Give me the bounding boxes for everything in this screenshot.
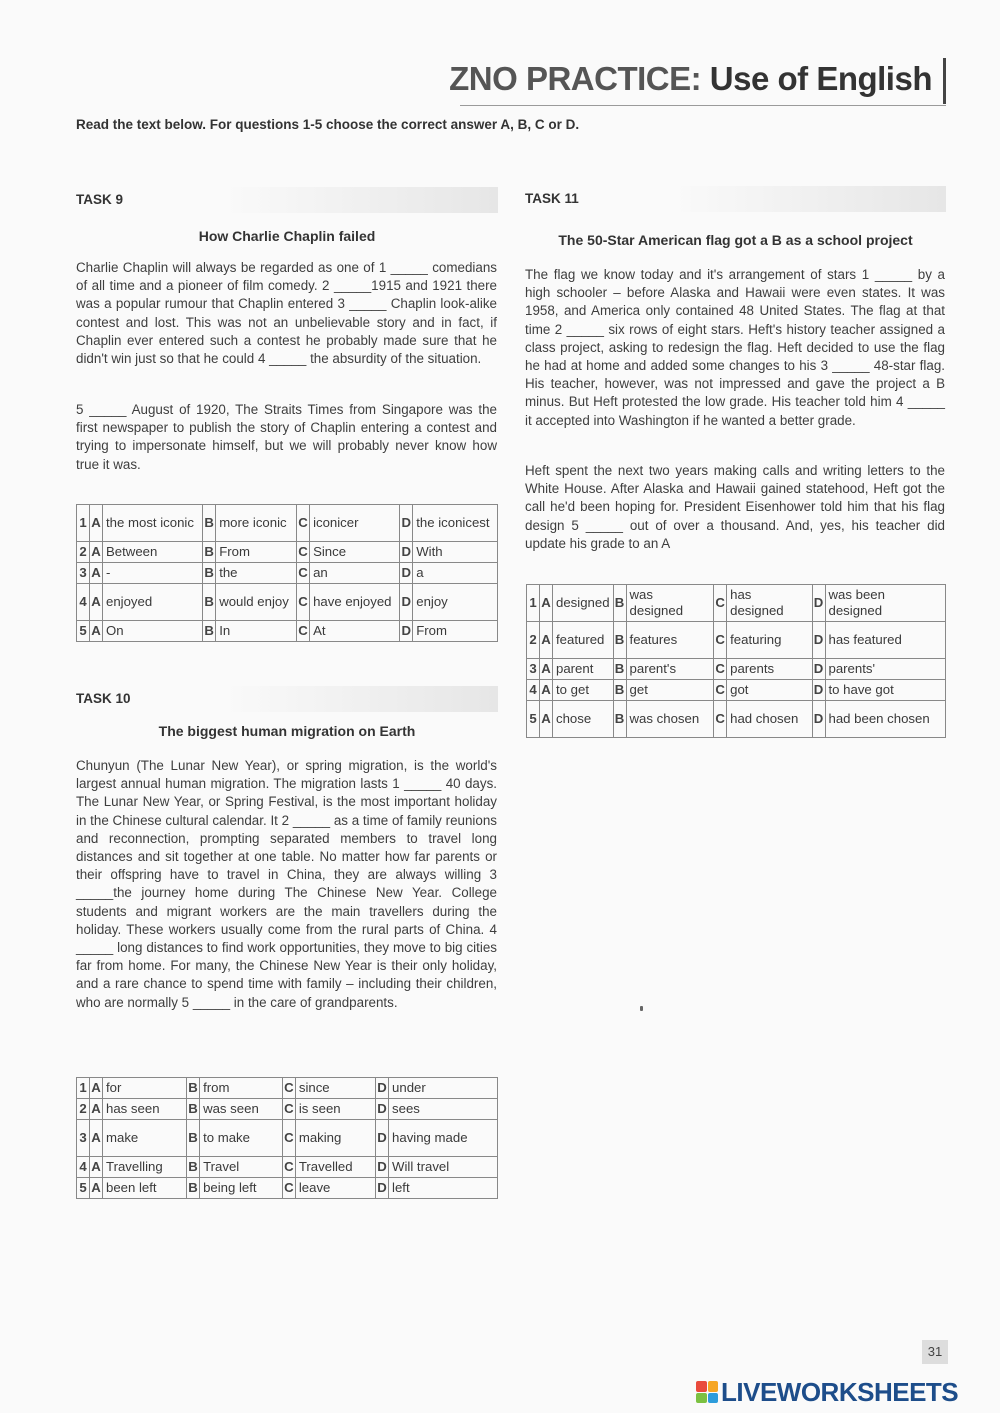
option-d[interactable]: under — [389, 1078, 498, 1099]
option-b[interactable]: to make — [200, 1120, 283, 1157]
option-letter: B — [187, 1099, 200, 1120]
option-b[interactable]: parent's — [626, 659, 714, 680]
options-row — [527, 622, 946, 659]
option-a[interactable]: has seen — [103, 1099, 187, 1120]
option-b[interactable]: more iconic — [216, 505, 297, 542]
option-letter: D — [812, 622, 825, 659]
option-letter: B — [203, 542, 216, 563]
task10-label: TASK 10 — [76, 691, 131, 706]
option-letter: C — [297, 505, 310, 542]
option-letter: A — [90, 584, 103, 621]
option-d[interactable]: enjoy — [413, 584, 498, 621]
option-c[interactable]: has designed — [727, 585, 812, 622]
option-c[interactable]: featuring — [727, 622, 812, 659]
options-row — [77, 1178, 498, 1199]
header-rule — [943, 58, 946, 104]
option-d[interactable]: having made — [389, 1120, 498, 1157]
question-number: 2 — [77, 542, 90, 563]
task10-paragraph: Chunyun (The Lunar New Year), or spring migration, is the world's largest annual human migration. The migration lasts 1 _____ 40 days. The Lunar New Year, or Spring Festival, is the most important holiday in the Chinese cultural calendar. It 2 _____ as a time of family reunions and reconnection, prompting separated members to travel long distances and sit together at one table. No matter how far parents or their offspring have to travel in China, they are always willing 3 _____the journey home during The Chinese New Year. College students and migrant workers are the main travellers during the holiday. These workers usually come from the rural parts of China. 4 _____ long distances to find work opportunities, they move to big cities far from home. For many, the Chinese New Year is their only holiday, and a rare chance to spend time with family – including their children, who are normally 5 _____ in the care of grandparents. — [76, 758, 497, 1010]
question-number: 4 — [77, 1157, 90, 1178]
option-d[interactable]: to have got — [825, 680, 946, 701]
option-b[interactable]: being left — [200, 1178, 283, 1199]
option-letter: C — [714, 701, 727, 738]
task11-options-table — [526, 584, 946, 738]
option-letter: C — [297, 542, 310, 563]
option-letter: D — [376, 1157, 389, 1178]
logo-tile — [708, 1393, 719, 1404]
option-letter: A — [540, 622, 553, 659]
option-letter: A — [90, 1120, 103, 1157]
option-letter: A — [90, 1099, 103, 1120]
option-c[interactable]: parents — [727, 659, 812, 680]
logo-tile — [708, 1381, 719, 1392]
question-number: 3 — [527, 659, 540, 680]
option-letter: A — [540, 659, 553, 680]
logo-icon — [696, 1381, 718, 1403]
option-letter: B — [187, 1120, 200, 1157]
option-letter: A — [90, 1078, 103, 1099]
option-letter: D — [376, 1120, 389, 1157]
header-underline — [460, 105, 946, 106]
option-letter: A — [540, 585, 553, 622]
task9-paragraph-2: 5 _____ August of 1920, The Straits Times from Singapore was the first newspaper to publish the story of Chaplin entering a contest and trying to impersonate himself, but we will probably never know how true it was. — [76, 402, 497, 472]
options-row — [77, 1120, 498, 1157]
title-subject: Use of English — [701, 60, 932, 97]
task9-header-bar — [76, 187, 498, 213]
option-letter: C — [282, 1157, 295, 1178]
options-row — [77, 563, 498, 584]
option-c[interactable]: Travelled — [295, 1157, 375, 1178]
option-d[interactable]: With — [413, 542, 498, 563]
task9-paragraph-1: Charlie Chaplin will always be regarded as one of 1 _____ comedians of all time and a pioneer of film comedy. 2 _____1915 and 1921 there was a popular rumour that Chaplin entered 3 _____ Chaplin look-alike contest and lost. This was not an unbelievable story and in fact, if Chaplin ever entered such a contest he probably made sure that he didn't win just so that he could 4 _____ the absurdity of the situation. — [76, 260, 497, 367]
option-a[interactable]: parent — [553, 659, 614, 680]
option-c[interactable]: iconicer — [310, 505, 400, 542]
option-letter: B — [613, 585, 626, 622]
option-letter: C — [282, 1099, 295, 1120]
question-number: 2 — [527, 622, 540, 659]
task10-title: The biggest human migration on Earth — [158, 723, 416, 739]
option-letter: D — [812, 585, 825, 622]
option-letter: A — [540, 680, 553, 701]
option-c[interactable]: leave — [295, 1178, 375, 1199]
task9-options-table — [76, 504, 498, 642]
option-letter: C — [282, 1178, 295, 1199]
option-c[interactable]: is seen — [295, 1099, 375, 1120]
title-prefix: ZNO PRACTICE: — [449, 60, 702, 97]
option-d[interactable]: sees — [389, 1099, 498, 1120]
option-d[interactable]: had been chosen — [825, 701, 946, 738]
option-b[interactable]: was chosen — [626, 701, 714, 738]
option-letter: D — [812, 680, 825, 701]
option-letter: C — [297, 584, 310, 621]
option-b[interactable]: was seen — [200, 1099, 283, 1120]
task9-label: TASK 9 — [76, 192, 124, 207]
option-c[interactable]: an — [310, 563, 400, 584]
option-b[interactable]: was designed — [626, 585, 714, 622]
question-number: 1 — [77, 1078, 90, 1099]
option-a[interactable]: to get — [553, 680, 614, 701]
option-b[interactable]: get — [626, 680, 714, 701]
options-row — [527, 680, 946, 701]
logo-text: LIVEWORKSHEETS — [721, 1376, 959, 1407]
task9-title: How Charlie Chaplin failed — [198, 228, 376, 244]
page-title — [449, 60, 932, 98]
option-letter: B — [187, 1157, 200, 1178]
option-a[interactable]: Travelling — [103, 1157, 187, 1178]
options-row — [77, 542, 498, 563]
option-a[interactable]: featured — [553, 622, 614, 659]
option-letter: D — [400, 563, 413, 584]
page-number: 31 — [922, 1340, 948, 1364]
option-c[interactable]: got — [727, 680, 812, 701]
question-number: 1 — [77, 505, 90, 542]
option-letter: D — [812, 659, 825, 680]
question-number: 3 — [77, 1120, 90, 1157]
option-letter: C — [282, 1120, 295, 1157]
question-number: 4 — [527, 680, 540, 701]
task10-header-bar — [76, 686, 498, 712]
option-letter: A — [90, 563, 103, 584]
options-row — [77, 584, 498, 621]
option-d[interactable]: the iconicest — [413, 505, 498, 542]
task11-paragraph-2: Heft spent the next two years making calls and writing letters to the White House. After Alaska and Hawaii gained statehood, Heft got the call he'd been hoping for. President Eisenhower told him that his flag design 5 _____ out of over a thousand. And, yes, his teacher did update his grade to an A — [525, 463, 945, 551]
options-row — [77, 1099, 498, 1120]
options-row — [527, 585, 946, 622]
options-row — [527, 659, 946, 680]
option-c[interactable]: since — [295, 1078, 375, 1099]
option-b[interactable]: Travel — [200, 1157, 283, 1178]
option-b[interactable]: features — [626, 622, 714, 659]
option-letter: B — [203, 584, 216, 621]
option-letter: B — [613, 659, 626, 680]
option-c[interactable]: had chosen — [727, 701, 812, 738]
logo-tile — [696, 1381, 707, 1392]
option-letter: C — [297, 621, 310, 642]
option-b[interactable]: In — [216, 621, 297, 642]
question-number: 5 — [77, 621, 90, 642]
task11-label: TASK 11 — [525, 191, 579, 206]
option-c[interactable]: have enjoyed — [310, 584, 400, 621]
option-letter: B — [187, 1078, 200, 1099]
question-number: 5 — [77, 1178, 90, 1199]
option-letter: B — [203, 563, 216, 584]
option-c[interactable]: Since — [310, 542, 400, 563]
option-letter: B — [203, 621, 216, 642]
option-letter: D — [400, 584, 413, 621]
option-letter: D — [376, 1099, 389, 1120]
question-number: 5 — [527, 701, 540, 738]
question-number: 1 — [527, 585, 540, 622]
page-header — [449, 58, 946, 102]
option-a[interactable]: the most iconic — [103, 505, 203, 542]
option-a[interactable]: make — [103, 1120, 187, 1157]
option-letter: C — [282, 1078, 295, 1099]
option-letter: C — [297, 563, 310, 584]
option-letter: A — [540, 701, 553, 738]
options-row — [77, 1078, 498, 1099]
logo-tile — [696, 1393, 707, 1404]
option-letter: D — [376, 1178, 389, 1199]
option-letter: D — [400, 505, 413, 542]
option-letter: A — [90, 1178, 103, 1199]
option-letter: D — [400, 542, 413, 563]
options-row — [77, 1157, 498, 1178]
option-c[interactable]: At — [310, 621, 400, 642]
option-b[interactable]: would enjoy — [216, 584, 297, 621]
task11-title: The 50-Star American flag got a B as a school project — [558, 232, 913, 248]
option-d[interactable]: left — [389, 1178, 498, 1199]
option-letter: B — [613, 680, 626, 701]
option-letter: D — [812, 701, 825, 738]
option-letter: C — [714, 622, 727, 659]
option-d[interactable]: a — [413, 563, 498, 584]
option-b[interactable]: the — [216, 563, 297, 584]
options-row — [77, 505, 498, 542]
question-number: 3 — [77, 563, 90, 584]
option-b[interactable]: from — [200, 1078, 283, 1099]
option-letter: D — [376, 1078, 389, 1099]
option-letter: A — [90, 505, 103, 542]
option-d[interactable]: was been designed — [825, 585, 946, 622]
options-row — [77, 621, 498, 642]
option-letter: B — [613, 701, 626, 738]
option-a[interactable]: designed — [553, 585, 614, 622]
option-d[interactable]: parents' — [825, 659, 946, 680]
task10-options-table — [76, 1077, 498, 1199]
option-letter: C — [714, 585, 727, 622]
speck — [640, 1006, 643, 1011]
option-letter: B — [187, 1178, 200, 1199]
option-d[interactable]: Will travel — [389, 1157, 498, 1178]
option-letter: B — [613, 622, 626, 659]
option-b[interactable]: From — [216, 542, 297, 563]
option-a[interactable]: - — [103, 563, 203, 584]
option-a[interactable]: chose — [553, 701, 614, 738]
instructions: Read the text below. For questions 1-5 choose the correct answer A, B, C or D. — [76, 117, 580, 132]
option-letter: C — [714, 659, 727, 680]
options-row — [527, 701, 946, 738]
option-letter: A — [90, 621, 103, 642]
option-a[interactable]: On — [103, 621, 203, 642]
option-d[interactable]: From — [413, 621, 498, 642]
liveworksheets-logo[interactable] — [696, 1378, 958, 1406]
option-a[interactable]: Between — [103, 542, 203, 563]
option-letter: A — [90, 542, 103, 563]
option-a[interactable]: for — [103, 1078, 187, 1099]
question-number: 2 — [77, 1099, 90, 1120]
option-c[interactable]: making — [295, 1120, 375, 1157]
option-letter: A — [90, 1157, 103, 1178]
option-letter: B — [203, 505, 216, 542]
question-number: 4 — [77, 584, 90, 621]
option-a[interactable]: been left — [103, 1178, 187, 1199]
task11-header-bar — [525, 186, 946, 212]
option-d[interactable]: has featured — [825, 622, 946, 659]
option-a[interactable]: enjoyed — [103, 584, 203, 621]
option-letter: C — [714, 680, 727, 701]
task11-paragraph-1: The flag we know today and it's arrangement of stars 1 _____ by a high schooler – before Alaska and Hawaii were even states. It was 1958, and America only contained 48 United States. The flag at that time 2 _____ six rows of eight stars. Heft's history teacher assigned a class project, asking to redesign the flag. Heft decided to use the flag he had at home and added some changes to his 3 _____ 48-star flag. His teacher, however, was not impressed and gave the project a B minus. But Heft protested the low grade. His teacher told him 4 _____ it accepted into Washington if he wanted a better grade. — [525, 267, 945, 428]
option-letter: D — [400, 621, 413, 642]
